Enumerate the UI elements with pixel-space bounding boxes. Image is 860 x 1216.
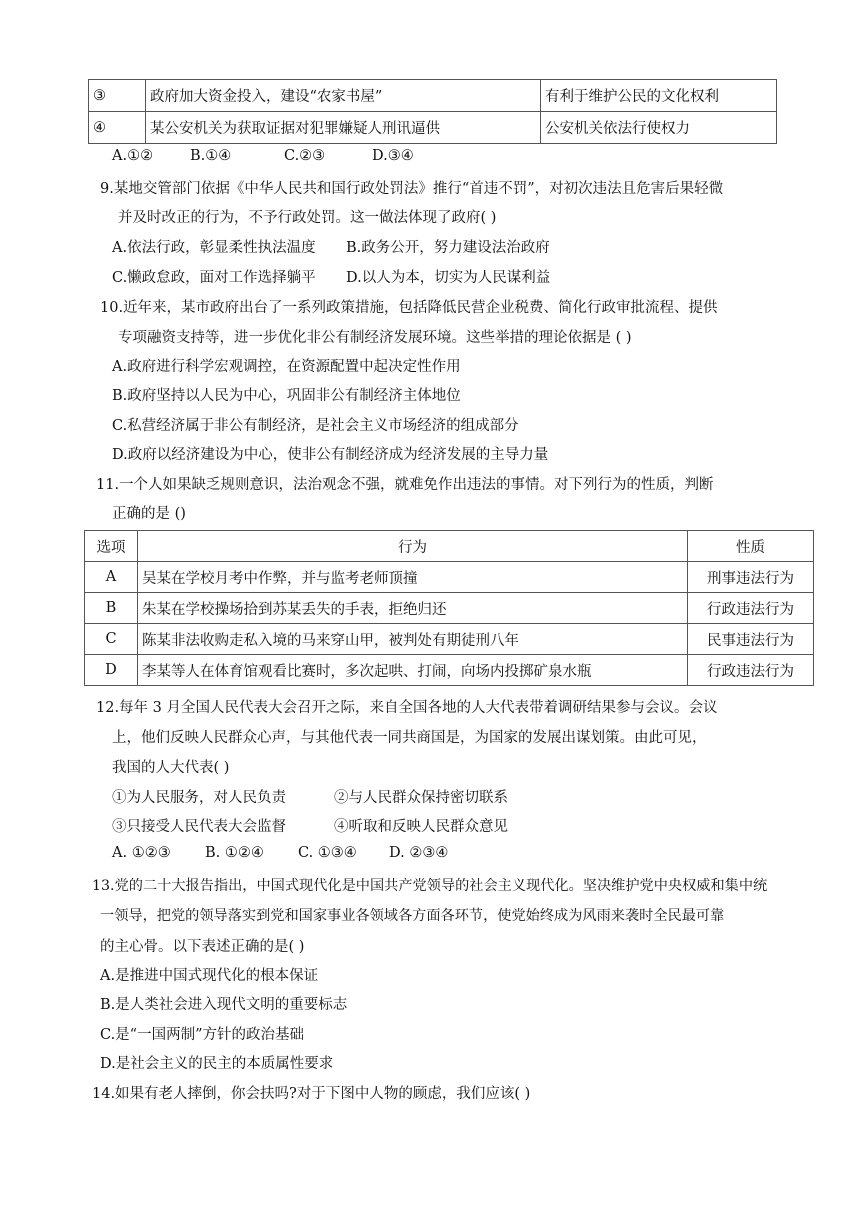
q13-stem-line1: 13.党的二十大报告指出，中国式现代化是中国共产党领导的社会主义现代化。坚决维护党中央权威和集中统 xyxy=(92,878,768,894)
q13-stem-line2: 一领导，把党的领导落实到党和国家事业各领域各方面各环节，使党始终成为风雨来袭时全民最可靠 xyxy=(100,908,725,924)
row-nature: 行政违法行为 xyxy=(688,655,814,686)
q11-stem-line1: 11.一个人如果缺乏规则意识，法治观念不强，就难免作出违法的事情。对下列行为的性质，判断 xyxy=(96,477,714,493)
row-nature: 刑事违法行为 xyxy=(688,562,814,593)
q9-option-d: D.以人为本，切实为人民谋利益 xyxy=(346,270,551,286)
table-row xyxy=(89,112,777,144)
row-option: B xyxy=(85,593,138,624)
q8-option-d: D.③④ xyxy=(372,148,414,164)
row-number: ③ xyxy=(89,80,146,112)
q9-stem-line1: 9.某地交管部门依据《中华人民共和国行政处罚法》推行“首违不罚”，对初次违法且危害后果轻微 xyxy=(100,181,724,197)
q12-stem-line2: 上，他们反映人民群众心声，与其他代表一同共商国是，为国家的发展出谋划策。由此可见， xyxy=(112,730,707,746)
q12-item-3: ③只接受人民代表大会监督 xyxy=(112,819,286,835)
q13-option-b: B.是人类社会进入现代文明的重要标志 xyxy=(100,997,348,1013)
row-behavior: 陈某非法收购走私入境的马来穿山甲，被判处有期徒刑八年 xyxy=(138,624,688,655)
q12-item-4: ④听取和反映人民群众意见 xyxy=(334,819,508,835)
q12-option-a: A. ①②③ xyxy=(112,845,171,861)
q10-option-b: B.政府坚持以人民为中心，巩固非公有制经济主体地位 xyxy=(112,388,461,404)
row-behavior: 朱某在学校操场拾到苏某丢失的手表，拒绝归还 xyxy=(138,593,688,624)
q8-option-a: A.①② xyxy=(112,148,154,164)
row-number: ④ xyxy=(89,112,146,144)
q12-stem-line3: 我国的人大代表( ) xyxy=(112,760,230,776)
q12-option-c: C. ①③④ xyxy=(298,845,357,861)
q10-option-a: A.政府进行科学宏观调控，在资源配置中起决定性作用 xyxy=(112,359,461,375)
q13-option-a: A.是推进中国式现代化的根本保证 xyxy=(100,968,319,984)
q12-option-b: B. ①②④ xyxy=(205,845,264,861)
q9-stem-line2: 并及时改正的行为，不予行政处罚。这一做法体现了政府( ) xyxy=(118,210,497,226)
table-row xyxy=(85,624,814,655)
table-row xyxy=(85,593,814,624)
q12-item-2: ②与人民群众保持密切联系 xyxy=(334,790,508,806)
table-row xyxy=(85,655,814,686)
row-option: A xyxy=(85,562,138,593)
row-event: 政府加大资金投入，建设“农家书屋” xyxy=(146,80,541,112)
q8-option-c: C.②③ xyxy=(284,148,326,164)
row-nature: 民事违法行为 xyxy=(688,624,814,655)
row-option: C xyxy=(85,624,138,655)
row-nature: 行政违法行为 xyxy=(688,593,814,624)
q13-option-d: D.是社会主义的民主的本质属性要求 xyxy=(100,1056,334,1072)
q12-item-1: ①为人民服务，对人民负责 xyxy=(112,790,286,806)
q9-option-a: A.依法行政，彰显柔性执法温度 xyxy=(112,240,316,256)
row-option: D xyxy=(85,655,138,686)
q9-option-c: C.懒政怠政，面对工作选择躺平 xyxy=(112,270,316,286)
q10-stem-line1: 10.近年来，某市政府出台了一系列政策措施，包括降低民营企业税费、简化行政审批流程、提供 xyxy=(100,300,718,316)
header-option: 选项 xyxy=(85,531,138,562)
q13-stem-line3: 的主心骨。以下表述正确的是( ) xyxy=(100,939,305,955)
row-note: 有利于维护公民的文化权利 xyxy=(541,80,777,112)
row-event: 某公安机关为获取证据对犯罪嫌疑人刑讯逼供 xyxy=(146,112,541,144)
q10-option-c: C.私营经济属于非公有制经济，是社会主义市场经济的组成部分 xyxy=(112,418,519,434)
table-header-row xyxy=(85,531,814,562)
q13-option-c: C.是“一国两制”方针的政治基础 xyxy=(100,1027,305,1043)
q14-stem-line1: 14.如果有老人摔倒，你会扶吗?对于下图中人物的顾虑，我们应该( ) xyxy=(92,1086,531,1102)
q8-option-b: B.①④ xyxy=(190,148,232,164)
behavior-table xyxy=(84,530,814,686)
q10-stem-line2: 专项融资支持等，进一步优化非公有制经济发展环境。这些举措的理论依据是 ( ) xyxy=(118,330,632,346)
q12-stem-line1: 12.每年 3 月全国人民代表大会召开之际，来自全国各地的人大代表带着调研结果参与会议。会议 xyxy=(96,700,718,716)
top-table xyxy=(88,79,777,144)
table-row xyxy=(89,80,777,112)
table-row xyxy=(85,562,814,593)
q9-option-b: B.政务公开，努力建设法治政府 xyxy=(346,240,550,256)
row-behavior: 李某等人在体育馆观看比赛时，多次起哄、打闹，向场内投掷矿泉水瓶 xyxy=(138,655,688,686)
header-behavior: 行为 xyxy=(138,531,688,562)
header-nature: 性质 xyxy=(688,531,814,562)
q10-option-d: D.政府以经济建设为中心，使非公有制经济成为经济发展的主导力量 xyxy=(112,447,549,463)
row-behavior: 吴某在学校月考中作弊，并与监考老师顶撞 xyxy=(138,562,688,593)
q12-option-d: D. ②③④ xyxy=(389,845,449,861)
row-note: 公安机关依法行使权力 xyxy=(541,112,777,144)
q11-stem-line2: 正确的是 () xyxy=(112,506,186,522)
